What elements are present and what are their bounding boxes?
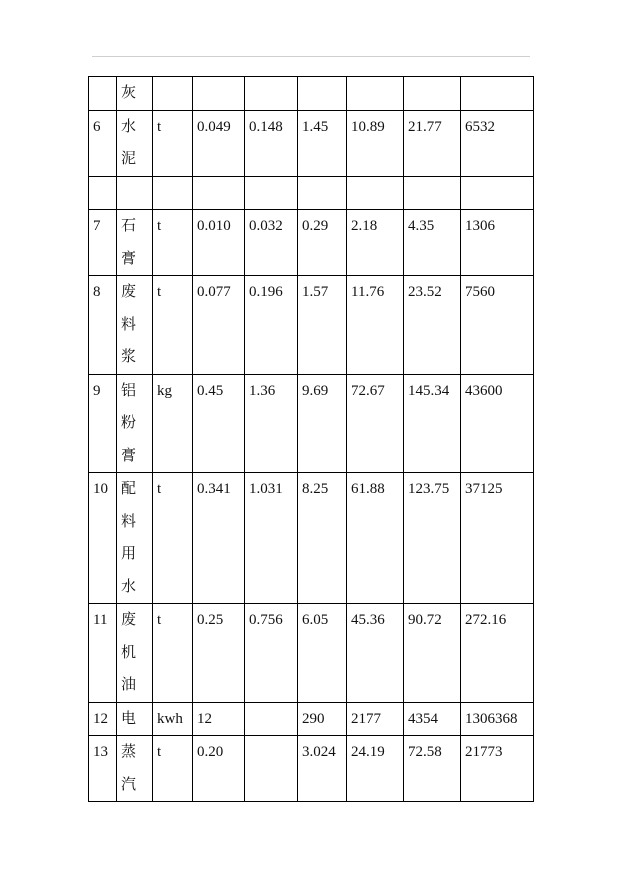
- table-row: [89, 77, 534, 111]
- value-cell-1: [193, 176, 245, 210]
- page-header-rule: [92, 56, 530, 57]
- material-name-cell: [117, 210, 153, 276]
- row-number-cell: 6: [89, 110, 117, 176]
- value-cell-5: [404, 176, 461, 210]
- material-name-char: 料: [121, 513, 137, 530]
- material-name-char: 废: [121, 612, 137, 628]
- material-name-cell: [117, 736, 153, 802]
- row-number-cell: 7: [89, 210, 117, 276]
- value-cell-2: [245, 176, 298, 210]
- material-name-cell: [117, 604, 153, 703]
- value-cell-6: [461, 176, 534, 210]
- value-cell-3: 3.024: [298, 736, 347, 802]
- material-name-char: 膏: [121, 447, 137, 464]
- consumption-table: [88, 76, 534, 802]
- table-row: [89, 276, 534, 375]
- material-name-char: 水: [121, 118, 137, 135]
- table-row: [89, 210, 534, 276]
- value-cell-6: 1306: [461, 210, 534, 276]
- value-cell-2: 0.032: [245, 210, 298, 276]
- table-row: [89, 374, 534, 473]
- table-row: [89, 702, 534, 736]
- material-name-char: 石: [121, 218, 137, 234]
- unit-cell: [153, 176, 193, 210]
- material-name-cell: [117, 110, 153, 176]
- value-cell-3: 0.29: [298, 210, 347, 276]
- unit-cell: t: [153, 210, 193, 276]
- value-cell-6: 43600: [461, 374, 534, 473]
- value-cell-2: [245, 736, 298, 802]
- value-cell-4: 61.88: [347, 473, 404, 604]
- value-cell-5: 4354: [404, 702, 461, 736]
- value-cell-5: 72.58: [404, 736, 461, 802]
- material-name-char: 蒸: [121, 744, 137, 760]
- row-number-cell: 11: [89, 604, 117, 703]
- value-cell-2: 0.756: [245, 604, 298, 703]
- material-name-cell: [117, 276, 153, 375]
- material-name-char: 电: [121, 710, 137, 727]
- material-name-char: 灰: [121, 85, 137, 101]
- value-cell-1: 0.049: [193, 110, 245, 176]
- unit-cell: t: [153, 473, 193, 604]
- value-cell-1: 0.010: [193, 210, 245, 276]
- material-name-char: 用: [121, 546, 137, 562]
- value-cell-4: [347, 77, 404, 111]
- value-cell-5: 4.35: [404, 210, 461, 276]
- material-name-char: 油: [121, 677, 137, 693]
- unit-cell: [153, 77, 193, 111]
- unit-cell: t: [153, 276, 193, 375]
- value-cell-5: 23.52: [404, 276, 461, 375]
- value-cell-5: [404, 77, 461, 111]
- material-name-char: [121, 177, 152, 210]
- material-name-char: 料: [121, 316, 137, 333]
- value-cell-2: [245, 702, 298, 736]
- value-cell-1: 0.25: [193, 604, 245, 703]
- row-number-cell: 9: [89, 374, 117, 473]
- unit-cell: kwh: [153, 702, 193, 736]
- value-cell-4: 72.67: [347, 374, 404, 473]
- material-name-char: 废: [121, 284, 137, 300]
- value-cell-5: 123.75: [404, 473, 461, 604]
- value-cell-5: 21.77: [404, 110, 461, 176]
- value-cell-6: 21773: [461, 736, 534, 802]
- table-row: [89, 736, 534, 802]
- value-cell-4: 11.76: [347, 276, 404, 375]
- value-cell-2: 0.196: [245, 276, 298, 375]
- table-row: [89, 110, 534, 176]
- value-cell-3: [298, 176, 347, 210]
- value-cell-1: 12: [193, 702, 245, 736]
- value-cell-3: 290: [298, 702, 347, 736]
- value-cell-3: 1.45: [298, 110, 347, 176]
- material-name-char: 汽: [121, 776, 137, 793]
- material-name-cell: [117, 473, 153, 604]
- value-cell-4: 24.19: [347, 736, 404, 802]
- value-cell-2: 1.031: [245, 473, 298, 604]
- value-cell-2: 1.36: [245, 374, 298, 473]
- value-cell-3: 9.69: [298, 374, 347, 473]
- value-cell-4: 2177: [347, 702, 404, 736]
- value-cell-1: 0.45: [193, 374, 245, 473]
- material-name-cell: [117, 77, 153, 111]
- table-row: [89, 604, 534, 703]
- value-cell-3: [298, 77, 347, 111]
- row-number-cell: [89, 176, 117, 210]
- material-name-cell: [117, 702, 153, 736]
- material-name-cell: [117, 176, 153, 210]
- value-cell-6: 1306368: [461, 702, 534, 736]
- material-name-char: 机: [121, 644, 137, 661]
- value-cell-3: 1.57: [298, 276, 347, 375]
- value-cell-6: [461, 77, 534, 111]
- material-name-char: 配: [121, 481, 137, 497]
- value-cell-6: 6532: [461, 110, 534, 176]
- value-cell-1: 0.341: [193, 473, 245, 604]
- table-row: [89, 176, 534, 210]
- material-name-char: 粉: [121, 415, 137, 431]
- value-cell-1: 0.077: [193, 276, 245, 375]
- value-cell-4: 2.18: [347, 210, 404, 276]
- value-cell-4: 10.89: [347, 110, 404, 176]
- unit-cell: kg: [153, 374, 193, 473]
- table-row: [89, 473, 534, 604]
- value-cell-3: 8.25: [298, 473, 347, 604]
- value-cell-2: [245, 77, 298, 111]
- table-body: [89, 77, 534, 802]
- row-number-cell: [89, 77, 117, 111]
- material-name-char: 铝: [121, 382, 137, 399]
- material-name-char: 泥: [121, 151, 137, 167]
- unit-cell: t: [153, 604, 193, 703]
- row-number-cell: 12: [89, 702, 117, 736]
- value-cell-1: [193, 77, 245, 111]
- row-number-cell: 8: [89, 276, 117, 375]
- value-cell-6: 272.16: [461, 604, 534, 703]
- value-cell-3: 6.05: [298, 604, 347, 703]
- material-name-char: 水: [121, 578, 137, 595]
- material-name-cell: [117, 374, 153, 473]
- material-name-char: 浆: [121, 349, 137, 365]
- value-cell-6: 7560: [461, 276, 534, 375]
- unit-cell: t: [153, 110, 193, 176]
- value-cell-5: 90.72: [404, 604, 461, 703]
- value-cell-1: 0.20: [193, 736, 245, 802]
- row-number-cell: 10: [89, 473, 117, 604]
- row-number-cell: 13: [89, 736, 117, 802]
- value-cell-5: 145.34: [404, 374, 461, 473]
- unit-cell: t: [153, 736, 193, 802]
- value-cell-2: 0.148: [245, 110, 298, 176]
- value-cell-4: 45.36: [347, 604, 404, 703]
- material-name-char: 膏: [121, 250, 137, 267]
- value-cell-6: 37125: [461, 473, 534, 604]
- value-cell-4: [347, 176, 404, 210]
